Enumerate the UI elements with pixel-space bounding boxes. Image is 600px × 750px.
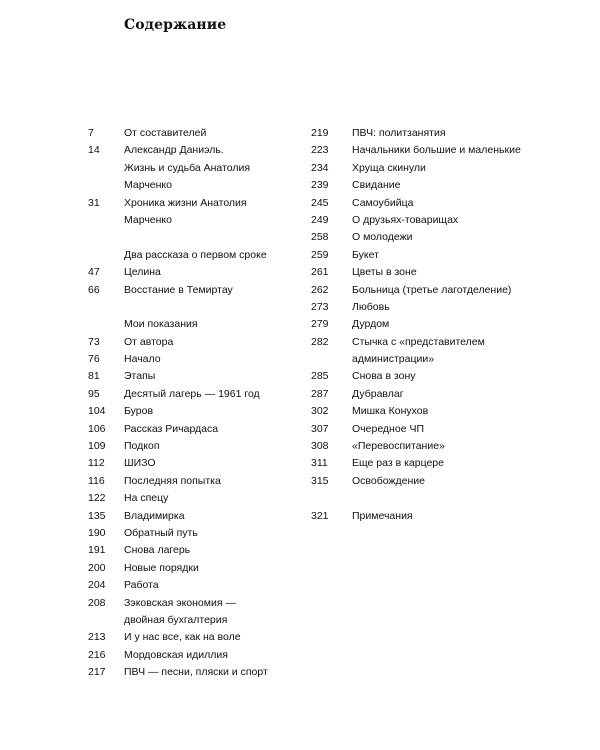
toc-entry: [88, 421, 288, 438]
toc-entry-title: Хруща скинули: [352, 161, 426, 174]
toc-entry: [311, 316, 531, 333]
toc-page-number: 287: [311, 387, 329, 400]
toc-page-number: 122: [88, 492, 106, 505]
toc-page-number: 7: [88, 127, 94, 139]
toc-page-number: 106: [88, 422, 106, 435]
toc-page-number: 191: [88, 544, 106, 557]
toc-entry: [88, 664, 288, 681]
toc-entry-title: Работа: [124, 579, 159, 592]
toc-entry-title: Владимирка: [124, 509, 185, 522]
toc-page-number: 116: [88, 474, 105, 487]
toc-page-number: 66: [88, 283, 100, 296]
toc-entry-title: Освобождение: [352, 474, 425, 487]
toc-entry: [311, 264, 531, 281]
toc-entry: [88, 560, 288, 577]
toc-page-number: 135: [88, 509, 106, 522]
toc-entry-title: Целина: [124, 266, 161, 279]
toc-entry: [311, 299, 531, 316]
toc-entry: [88, 629, 288, 646]
toc-entry-title: «Перевоспитание»: [352, 440, 445, 453]
toc-page-number: 219: [311, 127, 329, 139]
toc-entry-title: Марченко: [124, 213, 172, 226]
toc-page-number: 285: [311, 370, 329, 383]
toc-entry-title: Обратный путь: [124, 526, 198, 539]
toc-entry: [311, 334, 531, 351]
toc-entry-title: Очередное ЧП: [352, 422, 424, 435]
toc-entry: [311, 403, 531, 420]
toc-entry-title: Снова лагерь: [124, 544, 191, 557]
toc-page-number: 259: [311, 248, 329, 261]
toc-entry: [88, 508, 288, 525]
toc-page-number: 217: [88, 666, 106, 679]
toc-page-number: 245: [311, 196, 329, 209]
toc-entry: [311, 351, 531, 368]
toc-page-number: 321: [311, 509, 329, 522]
toc-entry: [88, 403, 288, 420]
toc-page-number: 262: [311, 283, 329, 296]
toc-entry: [88, 334, 288, 351]
toc-entry-title: ПВЧ: политзанятия: [352, 127, 446, 139]
toc-entry-title: Этапы: [124, 370, 156, 383]
toc-page-number: 282: [311, 335, 329, 348]
toc-entry-title: Зэковская экономия —: [124, 596, 236, 609]
toc-entry-title: Буров: [124, 405, 154, 418]
toc-entry-title: Мишка Конухов: [352, 405, 429, 418]
toc-entry: [311, 421, 531, 438]
toc-entry: [311, 490, 531, 507]
toc-entry: [88, 473, 288, 490]
toc-entry: [88, 264, 288, 281]
toc-page-number: 307: [311, 422, 329, 435]
toc-right-column: [311, 125, 531, 525]
toc-page-number: 95: [88, 387, 100, 400]
toc-entry: [311, 508, 531, 525]
toc-entry-title: Стычка с «представителем: [352, 335, 485, 348]
toc-entry: [311, 247, 531, 264]
toc-page-number: 190: [88, 526, 106, 539]
toc-entry-title: Последняя попытка: [124, 474, 221, 487]
toc-entry: [88, 177, 288, 194]
toc-page-number: 73: [88, 335, 100, 348]
toc-entry: [311, 386, 531, 403]
toc-entry-title: Букет: [352, 248, 379, 261]
toc-page-number: 200: [88, 561, 106, 574]
toc-page-number: 14: [88, 144, 100, 157]
toc-page-number: 47: [88, 266, 100, 279]
toc-entry-title: От автора: [124, 335, 174, 348]
toc-page-number: 216: [88, 648, 106, 661]
toc-entry-title: Жизнь и судьба Анатолия: [124, 161, 251, 174]
toc-entry: [88, 490, 288, 507]
toc-entry-title: И у нас все, как на воле: [124, 631, 241, 644]
toc-page-number: 315: [311, 474, 329, 487]
toc-page-number: 261: [311, 266, 329, 279]
toc-page-number: 31: [88, 196, 100, 209]
toc-entry: [311, 212, 531, 229]
toc-page-number: 204: [88, 579, 106, 592]
toc-page-number: 239: [311, 179, 329, 192]
toc-entry: [88, 212, 288, 229]
toc-entry-title: Дурдом: [352, 318, 390, 331]
toc-entry-title: Рассказ Ричардаса: [124, 422, 219, 435]
toc-entry-title: Мордовская идиллия: [124, 648, 228, 661]
toc-entry: [311, 368, 531, 385]
toc-entry: [88, 142, 288, 159]
toc-page-number: 302: [311, 405, 329, 418]
toc-entry: [88, 438, 288, 455]
toc-entry: [88, 282, 288, 299]
toc-entry-title: Хроника жизни Анатолия: [124, 196, 247, 209]
toc-entry: [311, 473, 531, 490]
toc-entry: [311, 160, 531, 177]
toc-entry-title: Примечания: [352, 509, 413, 522]
toc-entry-title: Восстание в Темиртау: [124, 283, 233, 296]
toc-entry: [88, 195, 288, 212]
toc-page-number: 279: [311, 318, 329, 331]
toc-page-number: 112: [88, 457, 105, 470]
toc-entry: [311, 438, 531, 455]
toc-page-number: 308: [311, 440, 329, 453]
toc-page-number: 213: [88, 631, 106, 644]
toc-entry: [311, 125, 531, 142]
toc-entry: [311, 177, 531, 194]
toc-entry: [88, 368, 288, 385]
toc-entry-title: двойная бухгалтерия: [124, 613, 228, 626]
toc-entry-title: администрации»: [352, 353, 435, 366]
toc-entry-title: Любовь: [352, 300, 390, 313]
toc-entry-title: Цветы в зоне: [352, 266, 417, 279]
toc-entry-title: Подкоп: [124, 440, 160, 453]
toc-entry: [88, 229, 288, 246]
toc-entry-title: О молодежи: [352, 231, 413, 244]
toc-entry-title: Александр Даниэль.: [124, 144, 224, 157]
toc-entry: [88, 316, 288, 333]
toc-entry: [88, 612, 288, 629]
toc-entry: [88, 595, 288, 612]
toc-entry: [311, 455, 531, 472]
toc-entry: [88, 647, 288, 664]
toc-entry-title: Начало: [124, 353, 161, 366]
toc-entry: [88, 160, 288, 177]
toc-page-number: 258: [311, 231, 329, 244]
toc-entry-title: Свидание: [352, 179, 401, 192]
toc-entry: [311, 229, 531, 246]
toc-entry-title: Десятый лагерь — 1961 год: [124, 387, 260, 400]
page-title: Содержание: [124, 17, 227, 33]
toc-entry-title: Снова в зону: [352, 370, 416, 383]
toc-entry-title: Новые порядки: [124, 561, 199, 574]
toc-entry-title: Дубравлаг: [352, 387, 404, 400]
toc-entry: [311, 142, 531, 159]
toc-entry-title: От составителей: [124, 127, 207, 139]
toc-page-number: 223: [311, 144, 329, 157]
toc-page-number: 273: [311, 300, 329, 313]
toc-entry: [88, 386, 288, 403]
toc-entry: [88, 125, 288, 142]
toc-entry: [88, 525, 288, 542]
toc-entry-title: ПВЧ — песни, пляски и спорт: [124, 666, 268, 679]
toc-entry-title: О друзьях-товарищах: [352, 213, 459, 226]
toc-entry-title: ШИЗО: [124, 457, 156, 470]
toc-entry-title: Мои показания: [124, 318, 198, 331]
toc-page-number: 234: [311, 161, 329, 174]
toc-entry-title: На спецу: [124, 492, 169, 505]
toc-page-number: 81: [88, 370, 100, 383]
toc-entry-title: Самоубийца: [352, 196, 414, 209]
toc-page-number: 104: [88, 405, 106, 418]
toc-entry: [88, 351, 288, 368]
toc-entry-title: Больница (третье лаготделение): [352, 283, 512, 296]
toc-page-number: 249: [311, 213, 329, 226]
toc-entry-title: Еще раз в карцере: [352, 457, 444, 470]
toc-page-number: 208: [88, 596, 106, 609]
toc-entry-title: Марченко: [124, 179, 172, 192]
toc-entry: [88, 577, 288, 594]
toc-page-number: 109: [88, 440, 106, 453]
toc-entry: [311, 282, 531, 299]
toc-page-number: 76: [88, 353, 100, 366]
toc-entry: [88, 455, 288, 472]
toc-entry-title: Два рассказа о первом сроке: [124, 248, 267, 261]
toc-left-column: [88, 125, 288, 682]
toc-entry: [88, 247, 288, 264]
toc-page-number: 311: [311, 457, 328, 470]
toc-entry: [88, 299, 288, 316]
toc-entry: [88, 542, 288, 559]
toc-entry-title: Начальники большие и маленькие: [352, 144, 521, 157]
toc-entry: [311, 195, 531, 212]
